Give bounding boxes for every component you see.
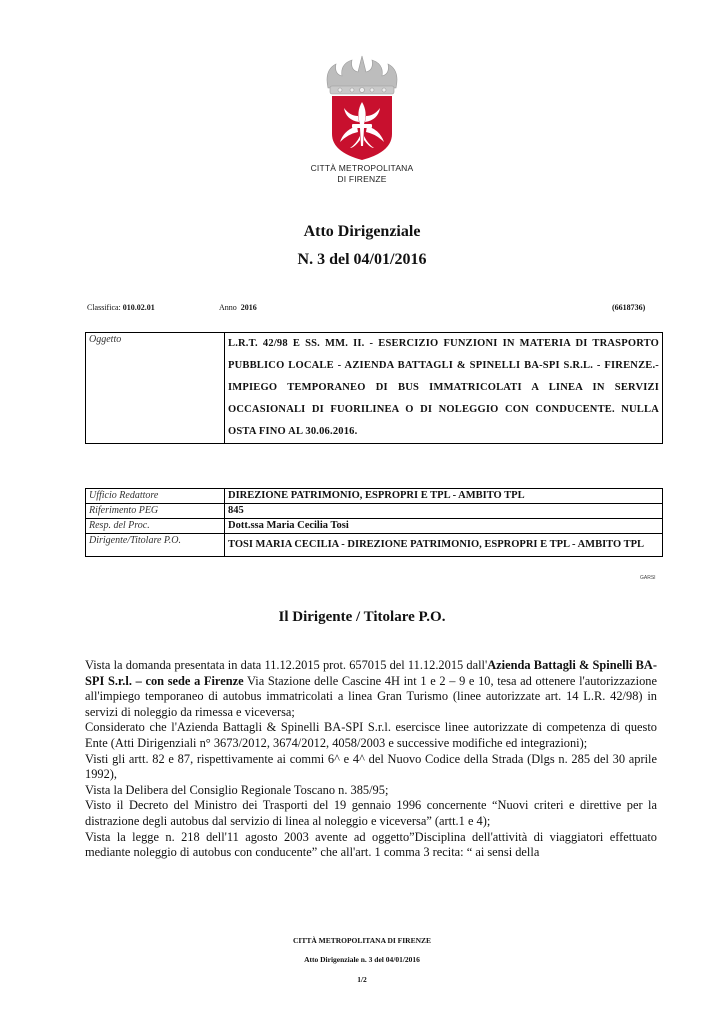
oggetto-table xyxy=(85,332,663,444)
paragraph-1-bold: Azienda Battagli & Spinelli BA-SPI S.r.l. – con sede a Firenze xyxy=(85,658,657,688)
document-title: Atto Dirigenziale xyxy=(303,223,421,240)
section-heading: Il Dirigente / Titolare P.O. xyxy=(278,609,446,625)
classifica-value: 010.02.01 xyxy=(122,303,155,312)
footer-org: CITTÀ METROPOLITANA DI FIRENZE xyxy=(292,936,431,945)
anno-value: 2016 xyxy=(240,303,257,312)
paragraph-3: Visti gli artt. 82 e 87, rispettivamente ai commi 6^ e 4^ del Nuovo Codice della Strada (Dlgs n. 285 del 30 aprile 1992), xyxy=(85,751,657,782)
logo-line-1: CITTÀ METROPOLITANA xyxy=(310,163,414,173)
document-body xyxy=(85,658,657,861)
anno-label: Anno xyxy=(219,303,237,312)
paragraph-1-c: Via Stazione delle Cascine 4H int 1 e 2 – 9 e 10, tesa ad ottenere l'autorizzazione all'impiego temporaneo di autobus immatricolati a linea Gran Turismo (linee autorizzate art. 14 L.R. 42/98) in servizi di noleggio da rimessa e viceversa; xyxy=(85,673,657,719)
page-number: 1/2 xyxy=(357,975,367,984)
ufficio-value: DIREZIONE PATRIMONIO, ESPROPRI E TPL - AMBITO TPL xyxy=(225,489,663,504)
table-row xyxy=(86,504,663,519)
info-table xyxy=(85,488,663,557)
oggetto-label: Oggetto xyxy=(86,333,225,444)
logo-text xyxy=(300,163,424,185)
paragraph-1 xyxy=(85,658,657,720)
resp-label: Resp. del Proc. xyxy=(86,519,225,534)
meta-anno xyxy=(219,303,257,312)
ufficio-label: Ufficio Redattore xyxy=(86,489,225,504)
paragraph-2: Considerato che l'Azienda Battagli & Spinelli BA-SPI S.r.l. esercisce linee autorizzate di competenza di questo Ente (Atti Dirigenziali n° 3673/2012, 3674/2012, 4058/2003 e successive modifiche ed integrazioni); xyxy=(85,720,657,750)
table-row xyxy=(86,333,663,444)
peg-value: 845 xyxy=(225,504,663,519)
footer-atto: Atto Dirigenziale n. 3 del 04/01/2016 xyxy=(304,955,420,964)
meta-classifica xyxy=(87,303,155,312)
document-number: N. 3 del 04/01/2016 xyxy=(297,251,427,268)
classifica-label: Classifica: xyxy=(87,303,121,312)
table-row xyxy=(86,534,663,557)
paragraph-6: Vista la legge n. 218 dell'11 agosto 2003 avente ad oggetto”Disciplina dell'attività di viaggiatori effettuato mediante noleggio di autobus con conducente” che all'art. 1 comma 3 recita: “ ai sensi della xyxy=(85,829,657,860)
dirigente-label: Dirigente/Titolare P.O. xyxy=(86,534,225,557)
dirigente-value: TOSI MARIA CECILIA - DIREZIONE PATRIMONIO, ESPROPRI E TPL - AMBITO TPL xyxy=(225,534,663,557)
coat-of-arms-icon xyxy=(310,50,414,162)
table-row xyxy=(86,519,663,534)
garsi-note: GARSI xyxy=(640,575,656,581)
table-row xyxy=(86,489,663,504)
meta-code: (6618736) xyxy=(612,303,646,312)
peg-label: Riferimento PEG xyxy=(86,504,225,519)
resp-value: Dott.ssa Maria Cecilia Tosi xyxy=(225,519,663,534)
oggetto-value: L.R.T. 42/98 E SS. MM. II. - ESERCIZIO FUNZIONI IN MATERIA DI TRASPORTO PUBBLICO LOCALE - AZIENDA BATTAGLI & SPINELLI BA-SPI S.R.L. - FIRENZE.- IMPIEGO TEMPORANEO DI BUS IMMATRICOLATI A LINEA IN SERVIZI OCCASIONALI DI FUORILINEA O DI NOLEGGIO CON CONDUCENTE. NULLA OSTA FINO AL 30.06.2016. xyxy=(225,333,663,444)
logo-line-2: DI FIRENZE xyxy=(337,174,387,184)
paragraph-5: Visto il Decreto del Ministro dei Trasporti del 19 gennaio 1996 concernente “Nuovi criteri e direttive per la distrazione degli autobus dal servizio di linea al noleggio e viceversa” (artt.1 e 4); xyxy=(85,798,657,828)
paragraph-1-a: Vista la domanda presentata in data 11.12.2015 prot. 657015 del 11.12.2015 dall' xyxy=(85,658,488,672)
paragraph-4: Vista la Delibera del Consiglio Regionale Toscano n. 385/95; xyxy=(85,782,389,797)
